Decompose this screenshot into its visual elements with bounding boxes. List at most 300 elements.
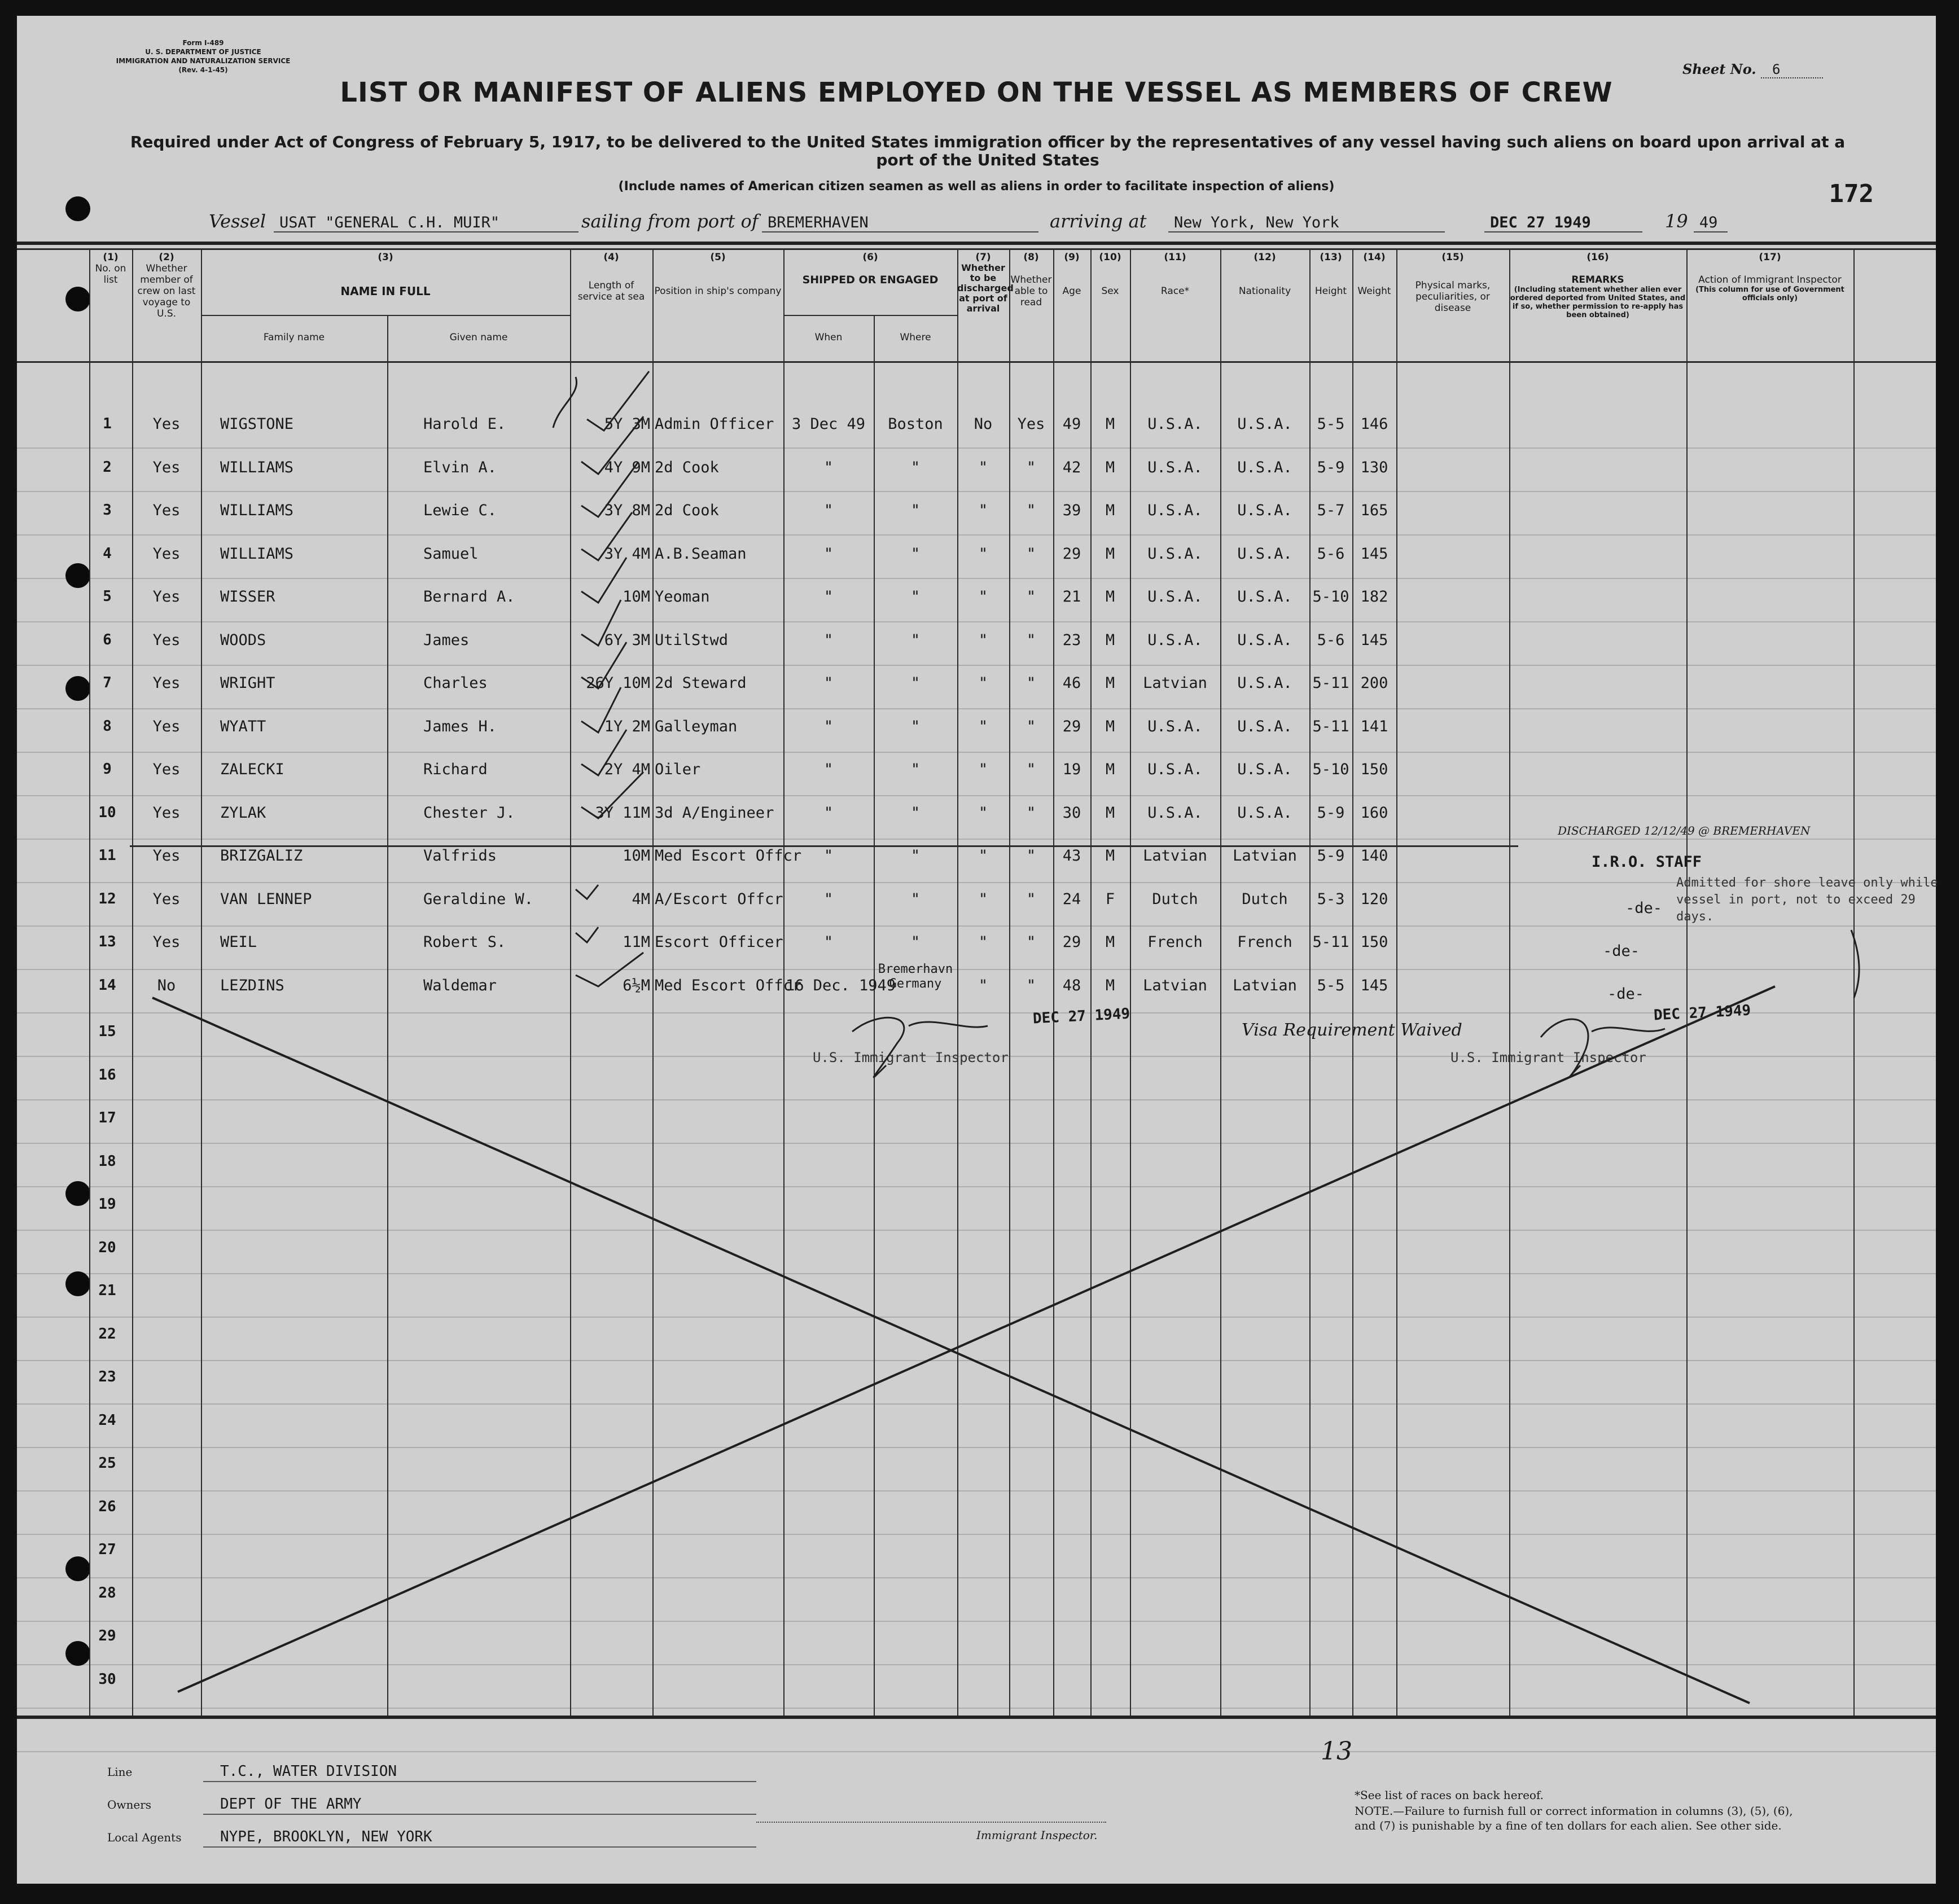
cell-race: French (1147, 933, 1203, 951)
row-number: 5 (103, 588, 112, 605)
row-number: 6 (103, 631, 112, 648)
cell-when: " (823, 761, 834, 778)
cell-family: WIGSTONE (220, 415, 294, 433)
form-number: Form I-489 (182, 39, 224, 47)
ditto-de-14: -de- (1607, 985, 1645, 1003)
cell-given: Bernard A. (423, 588, 515, 606)
cell-disch: " (978, 761, 988, 778)
cell-nat: U.S.A. (1237, 588, 1292, 606)
cell-weight: 182 (1360, 588, 1388, 606)
cell-where: Boston (888, 415, 943, 433)
cell-height: 5-10 (1312, 588, 1349, 606)
form-title: LIST OR MANIFEST OF ALIENS EMPLOYED ON THE VESSEL AS MEMBERS OF CREW (340, 77, 1613, 108)
cell-given: Waldemar (423, 976, 497, 994)
cell-given: Geraldine W. (423, 890, 534, 908)
cell-when: 16 Dec. 1949 (786, 976, 896, 994)
cell-weight: 146 (1360, 415, 1388, 433)
cell-age: 29 (1062, 545, 1081, 563)
cell-when: " (823, 933, 834, 951)
cell-race: U.S.A. (1147, 717, 1203, 735)
cell-nat: Dutch (1242, 890, 1288, 908)
cell-position: A/Escort Offcr (655, 890, 783, 908)
cell-read: Yes (1017, 415, 1045, 433)
row-number: 15 (98, 1023, 116, 1040)
cell-nat: U.S.A. (1237, 631, 1292, 649)
row-number: 20 (98, 1239, 116, 1256)
cell-read: " (1026, 847, 1036, 865)
inspector-title-2: U.S. Immigrant Inspector (1450, 1050, 1646, 1065)
cell-race: Latvian (1143, 847, 1207, 865)
date-stamp-1: DEC 27 1949 (1032, 1005, 1130, 1028)
arriving-label: arriving at (1050, 210, 1147, 232)
cell-when: " (823, 458, 834, 476)
line-value: T.C., WATER DIVISION (220, 1763, 397, 1780)
cell-where: " (910, 717, 921, 735)
row-number: 27 (98, 1541, 116, 1558)
cell-age: 29 (1062, 717, 1081, 735)
cell-weight: 150 (1360, 933, 1388, 951)
department: U. S. DEPARTMENT OF JUSTICE (145, 48, 261, 56)
row-number: 29 (98, 1627, 116, 1644)
col-header-height: (13) Height (1314, 252, 1347, 297)
cell-sex: M (1105, 804, 1115, 822)
cell-age: 30 (1062, 804, 1081, 822)
agents-value: NYPE, BROOKLYN, NEW YORK (220, 1828, 432, 1845)
cell-last: Yes (152, 674, 181, 692)
cell-height: 5-5 (1317, 976, 1345, 994)
row-number: 25 (98, 1455, 116, 1472)
cell-read: " (1026, 545, 1036, 563)
row-number: 4 (103, 545, 112, 562)
cell-service: 10M (623, 588, 650, 606)
row-number: 9 (103, 761, 112, 778)
cell-service: 26Y 10M (586, 674, 650, 692)
sailing-label: sailing from port of (581, 210, 759, 232)
cell-height: 5-6 (1317, 545, 1345, 563)
row-number: 14 (98, 976, 116, 994)
cell-race: Dutch (1152, 890, 1198, 908)
row-number: 1 (103, 415, 112, 432)
cell-sex: M (1105, 976, 1115, 994)
cell-age: 19 (1062, 761, 1081, 778)
cell-position: 2d Steward (655, 674, 747, 692)
inspector-title-1: U.S. Immigrant Inspector (813, 1050, 1009, 1065)
row-number: 18 (98, 1152, 116, 1170)
cell-height: 5-9 (1317, 804, 1345, 822)
cell-height: 5-9 (1317, 458, 1345, 476)
inspector-signature-label: Immigrant Inspector. (976, 1828, 1098, 1842)
row-number: 21 (98, 1282, 116, 1299)
cell-position: Galleyman (655, 717, 738, 735)
cell-read: " (1026, 804, 1036, 822)
cell-disch: " (978, 804, 988, 822)
col-header-when: When (814, 332, 843, 343)
cell-disch: " (978, 458, 988, 476)
cell-position: Med Escort Offcr (655, 847, 802, 865)
cell-position: UtilStwd (655, 631, 729, 649)
revision: (Rev. 4-1-45) (178, 66, 228, 74)
cell-disch: " (978, 674, 988, 692)
row-number: 2 (103, 458, 112, 476)
cell-family: LEZDINS (220, 976, 284, 994)
cell-given: James H. (423, 717, 497, 735)
cell-age: 42 (1062, 458, 1081, 476)
cell-weight: 200 (1360, 674, 1388, 692)
discharged-note: DISCHARGED 12/12/49 @ BREMERHAVEN (1558, 824, 1811, 837)
cell-disch: No (974, 415, 993, 433)
cell-last: Yes (152, 890, 181, 908)
date-stamp-2: DEC 27 1949 (1653, 1002, 1751, 1024)
cell-last: Yes (152, 415, 181, 433)
cell-weight: 165 (1360, 502, 1388, 519)
cell-when: " (823, 717, 834, 735)
cell-age: 24 (1062, 890, 1081, 908)
check-marks (553, 371, 1859, 1077)
cell-weight: 140 (1360, 847, 1388, 865)
cell-service: 4Y 9M (604, 458, 650, 476)
cell-disch: " (978, 847, 988, 865)
col-header-family-name: Family name (263, 332, 325, 343)
cell-age: 46 (1062, 674, 1081, 692)
cell-nat: U.S.A. (1237, 502, 1292, 519)
cell-position: 2d Cook (655, 502, 719, 519)
cell-height: 5-11 (1312, 933, 1349, 951)
cell-where: Bremerhavn Germany (878, 962, 953, 991)
cell-where: " (910, 588, 921, 606)
cell-sex: M (1105, 415, 1115, 433)
col-header-given-name: Given name (449, 332, 508, 343)
cell-weight: 160 (1360, 804, 1388, 822)
cell-given: James (423, 631, 470, 649)
cell-when: " (823, 545, 834, 563)
cell-sex: M (1105, 458, 1115, 476)
cell-disch: " (978, 890, 988, 908)
cell-race: Latvian (1143, 674, 1207, 692)
cell-family: ZYLAK (220, 804, 266, 822)
cell-when: " (823, 502, 834, 519)
vessel-field: USAT "GENERAL C.H. MUIR" (274, 210, 579, 232)
cell-read: " (1026, 458, 1036, 476)
col-header-service: (4) Length of service at sea (577, 252, 645, 302)
cell-last: Yes (152, 458, 181, 476)
cell-read: " (1026, 933, 1036, 951)
cell-race: U.S.A. (1147, 761, 1203, 778)
cell-service: 3Y 4M (604, 545, 650, 563)
cell-position: 3d A/Engineer (655, 804, 774, 822)
iro-staff-note: I.R.O. STAFF (1592, 853, 1702, 871)
cell-position: Med Escort Offcr (655, 976, 802, 994)
cell-read: " (1026, 976, 1036, 994)
cell-race: U.S.A. (1147, 502, 1203, 519)
cell-last: Yes (152, 933, 181, 951)
row-number: 12 (98, 890, 116, 907)
cell-race: U.S.A. (1147, 631, 1203, 649)
cell-sex: M (1105, 631, 1115, 649)
cancel-line-2 (178, 986, 1775, 1692)
col-header-no: (1) No. on list (95, 252, 126, 286)
cell-age: 48 (1062, 976, 1081, 994)
cell-height: 5-11 (1312, 674, 1349, 692)
cell-race: U.S.A. (1147, 545, 1203, 563)
cell-where: " (910, 761, 921, 778)
cell-last: Yes (152, 631, 181, 649)
cell-age: 21 (1062, 588, 1081, 606)
col-header-age: (9) Age (1062, 252, 1081, 297)
row-number: 3 (103, 502, 112, 519)
cell-family: WILLIAMS (220, 545, 294, 563)
cell-height: 5-10 (1312, 761, 1349, 778)
cell-position: A.B.Seaman (655, 545, 747, 563)
row-number: 17 (98, 1109, 116, 1126)
cell-sex: M (1105, 674, 1115, 692)
cell-family: ZALECKI (220, 761, 284, 778)
cell-position: Oiler (655, 761, 701, 778)
cell-where: " (910, 933, 921, 951)
penalty-note: NOTE.—Failure to furnish full or correct information in columns (3), (5), (6), and (7) is punishable by a fine of ten dollars for each alien. See other side. (1355, 1804, 1793, 1832)
cell-nat: U.S.A. (1237, 545, 1292, 563)
cell-weight: 141 (1360, 717, 1388, 735)
cell-position: 2d Cook (655, 458, 719, 476)
cell-where: " (910, 631, 921, 649)
cell-family: WOODS (220, 631, 266, 649)
cell-when: " (823, 890, 834, 908)
vessel-label: Vessel (209, 210, 266, 232)
cell-read: " (1026, 502, 1036, 519)
cell-position: Yeoman (655, 588, 710, 606)
cell-service: 6½M (623, 976, 650, 994)
cell-where: " (910, 804, 921, 822)
cell-sex: F (1105, 890, 1115, 908)
cell-service: 1Y 2M (604, 717, 650, 735)
cell-height: 5-11 (1312, 717, 1349, 735)
cell-nat: U.S.A. (1237, 415, 1292, 433)
owners-label: Owners (107, 1798, 152, 1811)
cell-race: U.S.A. (1147, 804, 1203, 822)
col-header-read: (8) Whether able to read (1010, 252, 1052, 308)
cell-sex: M (1105, 588, 1115, 606)
cell-family: WILLIAMS (220, 502, 294, 519)
cell-disch: " (978, 933, 988, 951)
row-number: 16 (98, 1066, 116, 1083)
crew-count: 13 (1321, 1737, 1352, 1766)
cell-age: 49 (1062, 415, 1081, 433)
cell-race: Latvian (1143, 976, 1207, 994)
row-number: 23 (98, 1368, 116, 1385)
cell-service: 5Y 3M (604, 415, 650, 433)
cell-nat: U.S.A. (1237, 674, 1292, 692)
col-header-nationality: (12) Nationality (1238, 252, 1291, 297)
cell-read: " (1026, 588, 1036, 606)
cell-family: WEIL (220, 933, 257, 951)
cell-given: Elvin A. (423, 458, 497, 476)
service: IMMIGRATION AND NATURALIZATION SERVICE (116, 57, 291, 65)
cell-last: Yes (152, 761, 181, 778)
cell-read: " (1026, 631, 1036, 649)
cell-position: Admin Officer (655, 415, 774, 433)
cell-family: WYATT (220, 717, 266, 735)
cell-where: " (910, 545, 921, 563)
cell-height: 5-7 (1317, 502, 1345, 519)
col-header-physical: (15) Physical marks, peculiarities, or disease (1415, 252, 1491, 314)
col-header-action: (17) Action of Immigrant Inspector (This column for use of Government officials only) (1695, 252, 1844, 302)
sheet-number: Sheet No. 6 (1682, 61, 1823, 78)
cell-where: " (910, 890, 921, 908)
cell-height: 5-6 (1317, 631, 1345, 649)
cell-given: Samuel (423, 545, 479, 563)
cell-family: WRIGHT (220, 674, 275, 692)
cell-weight: 150 (1360, 761, 1388, 778)
cell-age: 29 (1062, 933, 1081, 951)
cell-weight: 145 (1360, 545, 1388, 563)
cell-disch: " (978, 976, 988, 994)
form-subtitle: Required under Act of Congress of February 5, 1917, to be delivered to the United States immigration officer by the representatives of any vessel having such aliens on board upon arrival at a port of the United States (130, 133, 1846, 169)
cell-read: " (1026, 890, 1036, 908)
cell-service: 3Y 11M (595, 804, 650, 822)
col-header-remarks: (16) REMARKS (Including statement whether alien ever ordered deported from United States, and if so, whether permission to re-apply has been obtained) (1510, 252, 1686, 319)
cell-nat: U.S.A. (1237, 458, 1292, 476)
cell-height: 5-3 (1317, 890, 1345, 908)
cell-weight: 145 (1360, 976, 1388, 994)
cell-height: 5-9 (1317, 847, 1345, 865)
row-number: 11 (98, 847, 116, 864)
cell-age: 23 (1062, 631, 1081, 649)
arriving-field: New York, New York (1168, 210, 1445, 232)
form-subtitle-note: (Include names of American citizen seamen as well as aliens in order to facilitate inspection of aliens) (618, 179, 1335, 194)
cell-last: Yes (152, 502, 181, 519)
row-number: 8 (103, 717, 112, 735)
cell-weight: 145 (1360, 631, 1388, 649)
cell-last: Yes (152, 717, 181, 735)
cell-nat: U.S.A. (1237, 717, 1292, 735)
col-header-shipped: (6) SHIPPED OR ENGAGED (802, 252, 939, 286)
sailing-field: BREMERHAVEN (762, 210, 1038, 232)
cell-last: Yes (152, 588, 181, 606)
cell-weight: 130 (1360, 458, 1388, 476)
cell-when: 3 Dec 49 (791, 415, 866, 433)
cell-service: 11M (623, 933, 650, 951)
col-header-sex: (10) Sex (1099, 252, 1121, 297)
cell-sex: M (1105, 502, 1115, 519)
cell-disch: " (978, 588, 988, 606)
cell-given: Valfrids (423, 847, 497, 865)
races-note: *See list of races on back hereof. (1355, 1788, 1544, 1802)
cell-service: 2Y 4M (604, 761, 650, 778)
cell-disch: " (978, 717, 988, 735)
cell-family: WISSER (220, 588, 275, 606)
cell-race: U.S.A. (1147, 458, 1203, 476)
ditto-de-13: -de- (1603, 942, 1640, 960)
cell-sex: M (1105, 717, 1115, 735)
cell-given: Robert S. (423, 933, 506, 951)
cell-disch: " (978, 545, 988, 563)
cell-where: " (910, 674, 921, 692)
cell-family: VAN LENNEP (220, 890, 312, 908)
cell-nat: Latvian (1233, 976, 1297, 994)
cell-given: Harold E. (423, 415, 506, 433)
cell-nat: French (1237, 933, 1292, 951)
cell-when: " (823, 847, 834, 865)
page-number: 172 (1829, 179, 1874, 208)
cell-nat: U.S.A. (1237, 804, 1292, 822)
cell-last: No (157, 976, 176, 994)
cell-last: Yes (152, 804, 181, 822)
row-number: 10 (98, 804, 116, 821)
row-number: 30 (98, 1670, 116, 1688)
shore-leave-note: Admitted for shore leave only while vessel in port, not to exceed 29 days. (1676, 876, 1938, 924)
cell-service: 3Y 8M (604, 502, 650, 519)
cell-where: " (910, 458, 921, 476)
cell-read: " (1026, 761, 1036, 778)
cell-disch: " (978, 502, 988, 519)
cell-disch: " (978, 631, 988, 649)
row-number: 7 (103, 674, 112, 691)
sheet-number-value: 6 (1761, 62, 1823, 78)
col-header-name: (3) NAME IN FULL (340, 252, 431, 298)
agents-label: Local Agents (107, 1831, 182, 1844)
cell-read: " (1026, 674, 1036, 692)
line-label: Line (107, 1765, 133, 1779)
cell-height: 5-5 (1317, 415, 1345, 433)
col-header-race: (11) Race* (1160, 252, 1190, 297)
col-header-weight: (14) Weight (1357, 252, 1391, 297)
cell-given: Lewie C. (423, 502, 497, 519)
col-header-where: Where (900, 332, 931, 343)
year-field: 19 49 (1665, 210, 1728, 232)
cell-race: U.S.A. (1147, 415, 1203, 433)
cell-sex: M (1105, 847, 1115, 865)
cell-sex: M (1105, 761, 1115, 778)
visa-waived-note: Visa Requirement Waived (1242, 1020, 1462, 1040)
row-number: 28 (98, 1584, 116, 1602)
cell-family: BRIZGALIZ (220, 847, 303, 865)
row-number: 13 (98, 933, 116, 950)
cell-service: 6Y 3M (604, 631, 650, 649)
cell-age: 43 (1062, 847, 1081, 865)
cell-sex: M (1105, 545, 1115, 563)
col-header-position: (5) Position in ship's company (654, 252, 782, 297)
cell-last: Yes (152, 545, 181, 563)
cell-read: " (1026, 717, 1036, 735)
cell-service: 10M (623, 847, 650, 865)
cell-when: " (823, 588, 834, 606)
cell-age: 39 (1062, 502, 1081, 519)
cell-where: " (910, 502, 921, 519)
cell-given: Richard (423, 761, 488, 778)
cell-race: U.S.A. (1147, 588, 1203, 606)
ditto-de-12: -de- (1625, 900, 1663, 917)
manifest-sheet (17, 16, 1936, 1884)
cell-service: 4M (632, 890, 650, 908)
row-number: 24 (98, 1411, 116, 1429)
cell-weight: 120 (1360, 890, 1388, 908)
cell-sex: M (1105, 933, 1115, 951)
cell-nat: Latvian (1233, 847, 1297, 865)
cell-when: " (823, 674, 834, 692)
cancel-x-marks (17, 16, 1936, 1884)
col-header-last-voyage: (2) Whether member of crew on last voyage to U.S. (137, 252, 196, 319)
col-header-discharged: (7) Whether to be discharged at port of arrival (957, 252, 1014, 314)
cell-position: Escort Officer (655, 933, 783, 951)
cell-when: " (823, 631, 834, 649)
cell-given: Chester J. (423, 804, 515, 822)
cell-family: WILLIAMS (220, 458, 294, 476)
cell-where: " (910, 847, 921, 865)
row-number: 22 (98, 1325, 116, 1343)
cell-when: " (823, 804, 834, 822)
cell-nat: U.S.A. (1237, 761, 1292, 778)
cell-given: Charles (423, 674, 488, 692)
row-number: 19 (98, 1196, 116, 1213)
